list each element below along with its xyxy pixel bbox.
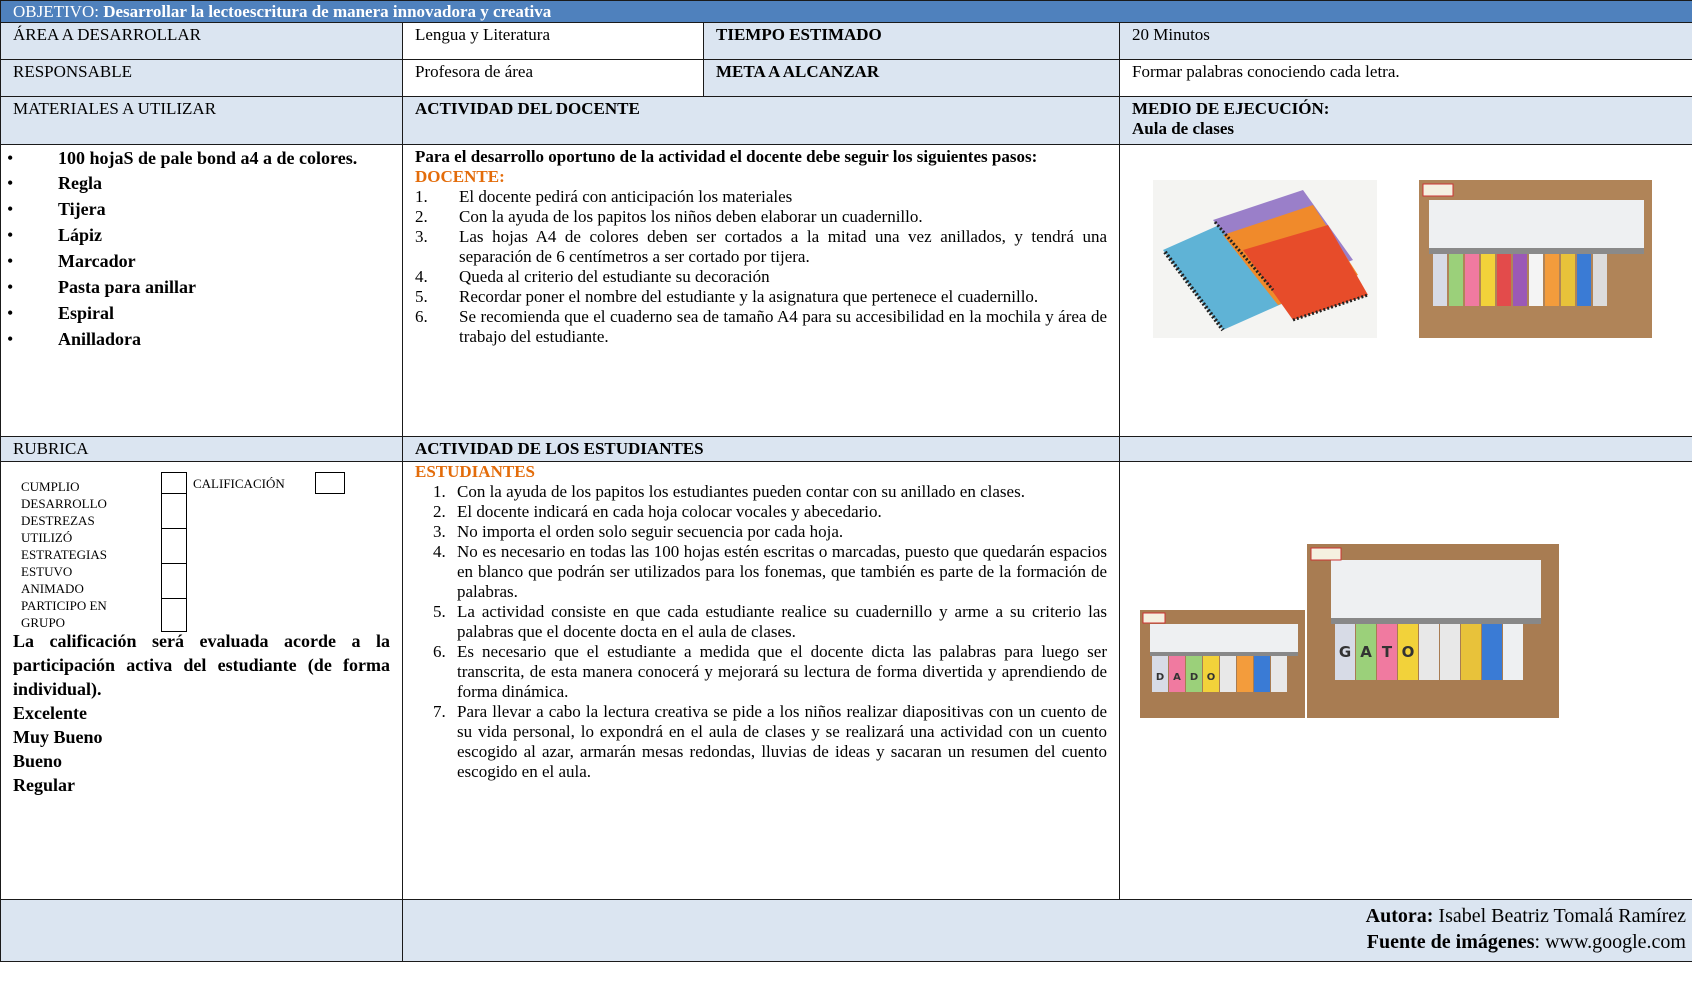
docente-cell	[403, 145, 1120, 437]
rubric-grupo: GRUPO	[21, 615, 66, 630]
empty-blue-cell	[1120, 437, 1692, 462]
material-item: • Marcador	[13, 248, 384, 274]
docente-step	[415, 207, 1107, 227]
dado-letter: D	[1189, 672, 1199, 683]
estudiantes-label: ACTIVIDAD DE LOS ESTUDIANTES	[403, 437, 1120, 462]
tiempo-value: 20 Minutos	[1120, 23, 1692, 60]
docente-step	[415, 267, 1107, 287]
rubric-destrezas: DESTREZAS	[21, 513, 95, 528]
material-item: • Anilladora	[13, 326, 384, 352]
gato-flipbook-photo	[1307, 544, 1559, 718]
estudiantes-list	[415, 482, 1107, 782]
estudiante-item	[415, 702, 1107, 782]
dado-letter: D	[1155, 672, 1165, 683]
objective-header	[1, 1, 1692, 23]
autora-value: Isabel Beatriz Tomalá Ramírez	[1433, 905, 1686, 927]
step-number: 2.	[415, 207, 428, 226]
rubric-calificacion: CALIFICACIÓN	[193, 476, 285, 491]
item-text: Para llevar a cabo la lectura creativa se pide a los niños realizar diapositivas con un cuento de su vida personal, lo expondrá en el aula de clases y se realizará una actividad con un cuento escogido al azar, armarán mesas redondas, lluvias de ideas y sacaran un resumen del cuento escogido en el aula.	[457, 702, 1107, 781]
docente-label: ACTIVIDAD DEL DOCENTE	[403, 97, 1120, 145]
materiales-label: MATERIALES A UTILIZAR	[1, 97, 403, 145]
step-number: 6.	[415, 307, 428, 326]
estudiantes-cell	[403, 462, 1120, 900]
tiempo-label: TIEMPO ESTIMADO	[704, 23, 1120, 60]
checkbox-calificacion[interactable]	[315, 472, 345, 494]
objective-text: Desarrollar la lectoescritura de manera innovadora y creativa	[103, 2, 552, 21]
word-photos-cell	[1120, 462, 1692, 900]
checkbox-estrategias[interactable]	[161, 528, 187, 564]
materiales-cell	[1, 145, 403, 437]
estudiante-item	[415, 642, 1107, 702]
medio-label: MEDIO DE EJECUCIÓN:	[1132, 99, 1330, 118]
notebook-photos-cell	[1120, 145, 1692, 437]
level-muy-bueno: Muy Bueno	[13, 727, 103, 747]
item-number: 2.	[433, 502, 446, 521]
step-number: 3.	[415, 227, 428, 246]
docente-step	[415, 227, 1107, 267]
step-text: Las hojas A4 de colores deben ser cortados a la mitad una vez anillados, y tendrá una separación de 6 centímetros a ser cortado por tijera.	[459, 227, 1107, 266]
item-number: 6.	[433, 642, 446, 661]
autora-line	[403, 903, 1686, 929]
step-text: El docente pedirá con anticipación los materiales	[459, 187, 793, 206]
step-text: Se recomienda que el cuaderno sea de tamaño A4 para su accesibilidad en la mochila y área de trabajo del estudiante.	[459, 307, 1107, 346]
gato-letter: T	[1381, 643, 1393, 661]
gato-letter: O	[1401, 643, 1415, 661]
meta-value: Formar palabras conociendo cada letra.	[1120, 60, 1692, 97]
item-text: La actividad consiste en que cada estudiante realice su cuadernillo y arme a su criterio las palabras que el docente docta en el aula de clases.	[457, 602, 1107, 641]
item-number: 4.	[433, 542, 446, 561]
item-number: 1.	[433, 482, 446, 501]
rubric-desarrollo: DESARROLLO	[21, 496, 107, 511]
item-number: 7.	[433, 702, 446, 721]
rubrica-label: RUBRICA	[1, 437, 403, 462]
checkbox-grupo[interactable]	[161, 598, 187, 632]
medio-value: Aula de clases	[1132, 119, 1234, 138]
rubric-estuvo: ESTUVO	[21, 564, 73, 579]
docente-intro: Para el desarrollo oportuno de la actividad el docente debe seguir los siguientes pasos:	[415, 147, 1038, 166]
checkbox-cumplio[interactable]	[161, 472, 187, 494]
item-text: El docente indicará en cada hoja colocar vocales y abecedario.	[457, 502, 882, 521]
dado-flipbook-photo	[1140, 610, 1305, 718]
item-text: No importa el orden solo seguir secuencia por cada hoja.	[457, 522, 844, 541]
meta-label: META A ALCANZAR	[704, 60, 1120, 97]
step-text: Con la ayuda de los papitos los niños deben elaborar un cuadernillo.	[459, 207, 923, 226]
estudiante-item	[415, 502, 1107, 522]
material-item: • Regla	[13, 170, 384, 196]
fuente-label: Fuente de imágenes	[1366, 931, 1535, 953]
rubrica-cell	[1, 462, 403, 900]
step-number: 1.	[415, 187, 428, 206]
area-value: Lengua y Literatura	[403, 23, 704, 60]
checkbox-destrezas[interactable]	[161, 493, 187, 529]
area-label: ÁREA A DESARROLLAR	[1, 23, 403, 60]
material-item: • Espiral	[13, 300, 384, 326]
material-item: • Tijera	[13, 196, 384, 222]
docente-step	[415, 187, 1107, 207]
estudiante-item	[415, 542, 1107, 602]
step-text: Recordar poner el nombre del estudiante y la asignatura que pertenece el cuadernillo.	[459, 287, 1039, 306]
docente-step	[415, 287, 1107, 307]
responsable-label: RESPONSABLE	[1, 60, 403, 97]
rubrica-checklist	[13, 472, 390, 637]
item-text: Con la ayuda de los papitos los estudiantes pueden contar con su anillado en clases.	[457, 482, 1025, 501]
docente-step	[415, 307, 1107, 347]
estudiante-item	[415, 482, 1107, 502]
docente-steps	[415, 187, 1107, 347]
medio-cell	[1120, 97, 1692, 145]
item-number: 5.	[433, 602, 446, 621]
fuente-line	[403, 929, 1686, 955]
estudiante-item	[415, 602, 1107, 642]
footer-credits	[403, 900, 1692, 962]
step-number: 5.	[415, 287, 428, 306]
estudiante-item	[415, 522, 1107, 542]
notebooks-photo	[1153, 180, 1377, 338]
step-text: Queda al criterio del estudiante su decoración	[459, 267, 770, 286]
rubric-estrategias: ESTRATEGIAS	[21, 547, 107, 562]
item-number: 3.	[433, 522, 446, 541]
step-number: 4.	[415, 267, 428, 286]
rubric-participo: PARTICIPO EN	[21, 598, 107, 613]
level-bueno: Bueno	[13, 751, 63, 771]
level-regular: Regular	[13, 775, 75, 795]
responsable-value: Profesora de área	[403, 60, 704, 97]
objective-label: OBJETIVO:	[13, 2, 104, 21]
level-excelente: Excelente	[13, 703, 87, 723]
autora-label: Autora:	[1365, 905, 1434, 927]
colored-flipbook-photo	[1419, 180, 1652, 338]
rubric-utilizo: UTILIZÓ	[21, 530, 73, 545]
dado-letter: A	[1173, 672, 1181, 683]
gato-letter: G	[1338, 643, 1352, 661]
dado-letter: O	[1206, 672, 1216, 683]
rubric-cumplio: CUMPLIO	[21, 479, 80, 494]
material-item: • Pasta para anillar	[13, 274, 384, 300]
gato-letter: A	[1360, 643, 1372, 661]
item-text: Es necesario que el estudiante a medida que el docente dicta las palabras para luego ser transcrita, de esta manera conocerá y mejorará su lectura de forma divertida y aprendiendo de forma dinámica.	[457, 642, 1107, 701]
rubrica-nota: La calificación será evaluada acorde a la participación activa del estudiante (de forma individual).	[13, 631, 390, 699]
fuente-value: : www.google.com	[1534, 931, 1686, 953]
estudiantes-heading: ESTUDIANTES	[415, 462, 535, 481]
footer-left-cell	[1, 900, 403, 962]
item-text: No es necesario en todas las 100 hojas estén escritas o marcadas, puesto que quedarán espacios en blanco que podrán ser utilizados para los fonemas, que también es parte de la formación de palabras.	[457, 542, 1107, 601]
materiales-list	[13, 147, 384, 352]
docente-heading: DOCENTE:	[415, 167, 505, 186]
checkbox-animado[interactable]	[161, 563, 187, 599]
material-item: • Lápiz	[13, 222, 384, 248]
material-item: • 100 hojaS de pale bond a4 a de colores.	[13, 147, 384, 170]
rubric-animado: ANIMADO	[21, 581, 84, 596]
